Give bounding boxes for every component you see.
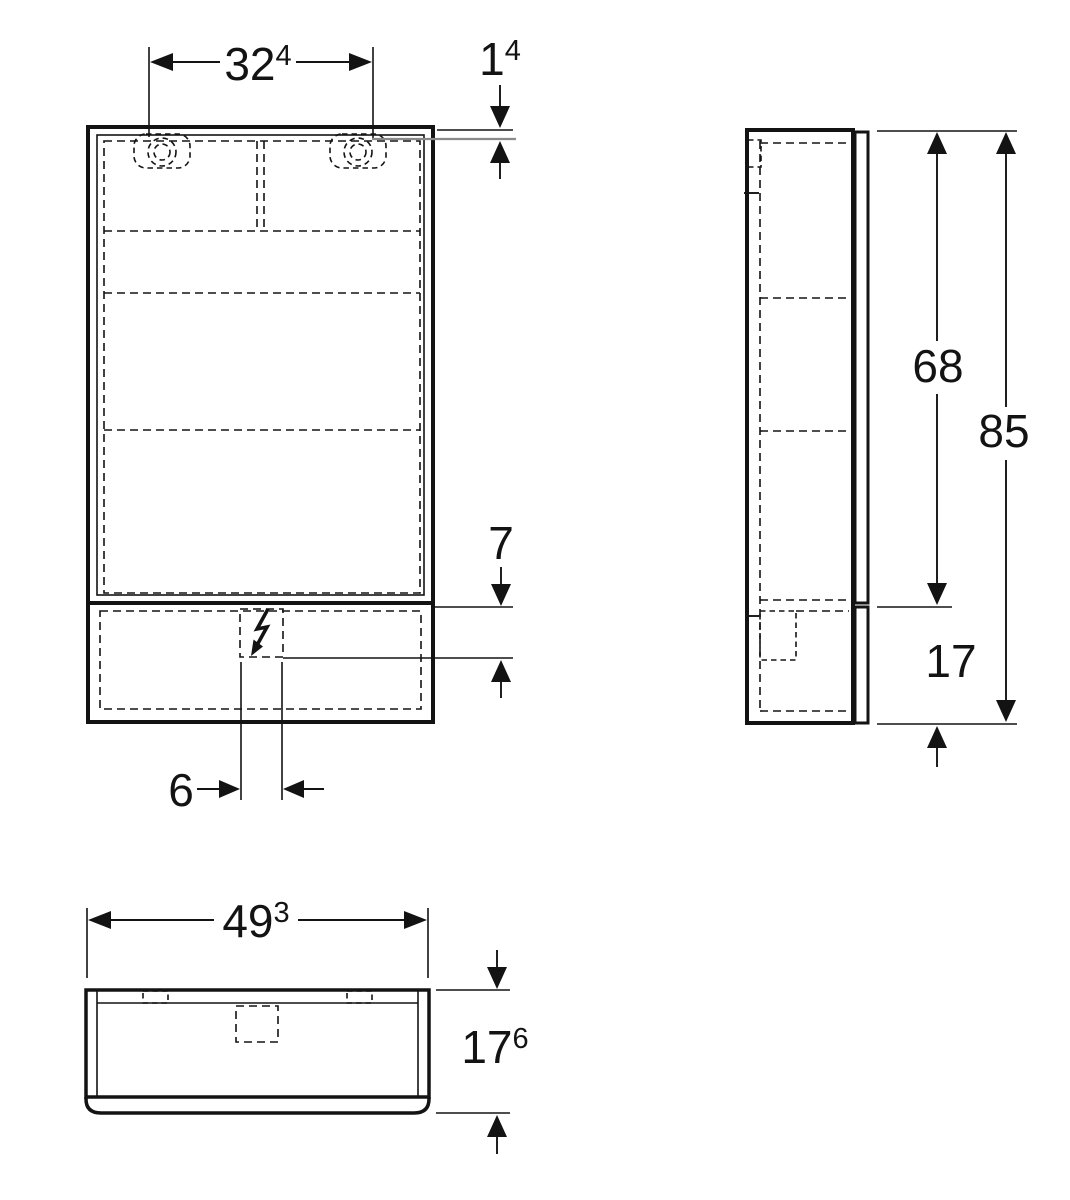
dim-mounting-width: [149, 38, 373, 139]
bottom-view: [86, 990, 429, 1113]
arrowhead-up: [491, 660, 511, 682]
dim-value: 1: [479, 33, 505, 85]
mounting-bracket-left: [134, 134, 190, 168]
dim-superscript: 4: [275, 40, 292, 72]
arrowhead-up: [996, 132, 1016, 154]
arrowhead-down: [487, 967, 507, 989]
arrowhead-up: [927, 132, 947, 154]
arrowhead-down: [927, 583, 947, 605]
dim-total-width: [87, 895, 428, 978]
dim-label-total-height: 85: [978, 405, 1030, 457]
dim-superscript: 4: [504, 35, 521, 67]
bottom-electrical-box: [236, 1006, 278, 1042]
dim-superscript: 3: [273, 897, 290, 929]
dim-superscript: 6: [512, 1023, 529, 1055]
dim-label-total-width: [222, 895, 289, 947]
bracket-hole-outer: [148, 138, 176, 166]
bracket-slot-outline: [134, 134, 190, 168]
side-lower-panel: [855, 607, 868, 723]
arrowhead-right: [404, 911, 427, 929]
arrowhead-down: [490, 106, 510, 128]
arrowhead-down: [491, 584, 511, 606]
dim-value: 49: [222, 895, 274, 947]
bracket-hole-inner: [154, 144, 170, 160]
side-mounting-bracket: [748, 140, 761, 167]
arrowhead-left: [88, 911, 111, 929]
dim-label-door-height: 68: [912, 340, 964, 392]
dim-label-top-offset: [479, 33, 521, 85]
arrowhead-left: [150, 53, 173, 71]
cabinet-interior-dashed-outline: [104, 141, 420, 593]
dim-value: 32: [224, 38, 276, 90]
bracket-hole-inner: [350, 144, 366, 160]
dim-outlet-width: [168, 662, 324, 816]
dim-top-offset: [372, 33, 521, 179]
dim-door-height: [877, 131, 1017, 607]
bracket-hole-outer: [344, 138, 372, 166]
arrowhead-right: [349, 53, 372, 71]
dim-value: 17: [461, 1021, 513, 1073]
arrowhead-up: [927, 726, 947, 748]
dim-lower-height: [925, 635, 976, 767]
electrical-connection-icon: [251, 609, 268, 656]
dim-label-mounting-width: [224, 38, 291, 90]
bottom-bracket-right: [347, 991, 372, 1003]
arrowhead-right: [219, 780, 240, 798]
electrical-outlet-box: [240, 609, 283, 657]
arrowhead-down: [996, 700, 1016, 722]
dim-outlet-drop: [283, 517, 514, 698]
front-view: [88, 127, 433, 722]
arrowhead-left: [283, 780, 304, 798]
dim-total-depth: [436, 950, 529, 1154]
mirror-door-outline: [88, 127, 433, 603]
side-electrical-box: [760, 611, 796, 660]
arrowhead-up: [490, 141, 510, 163]
arrowhead-up: [487, 1115, 507, 1137]
bottom-bracket-left: [143, 991, 168, 1003]
dim-label-total-depth: [461, 1021, 528, 1073]
dim-label-outlet-width: 6: [168, 764, 194, 816]
dim-label-lower-height: 17: [925, 635, 977, 687]
bottom-door-edge: [86, 1097, 429, 1113]
side-door-panel: [855, 132, 868, 603]
side-body-outline: [747, 130, 853, 723]
dim-label-outlet-drop: 7: [488, 517, 514, 569]
lightning-bolt-stroke: [256, 609, 268, 647]
bottom-body-outline: [86, 990, 429, 1097]
mirror-door-inner-edge: [97, 135, 424, 595]
side-view: [744, 130, 868, 723]
